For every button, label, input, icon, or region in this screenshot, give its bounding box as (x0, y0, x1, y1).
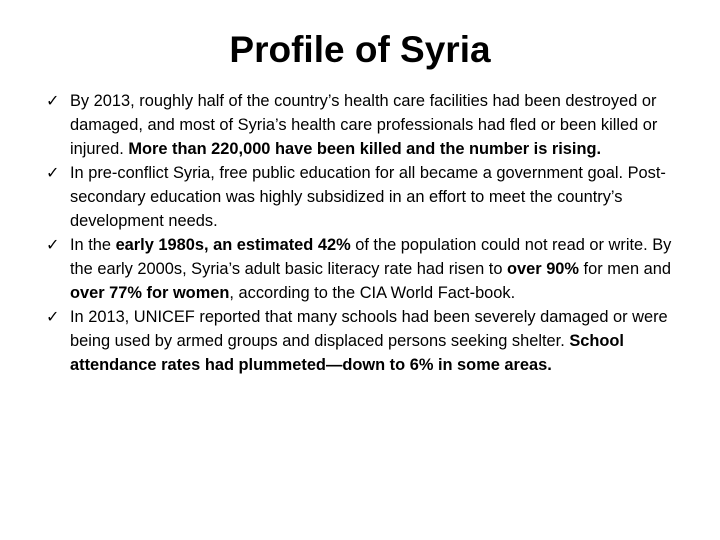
bullet-item (46, 305, 686, 377)
bullet-text-segment: In the (70, 236, 116, 254)
bullet-text-bold: over 90% (507, 260, 579, 278)
bullet-text-bold: early 1980s, an estimated 42% (115, 236, 351, 254)
bullet-item (46, 233, 686, 305)
bullet-text-segment: for men and (579, 260, 672, 278)
bullet-list (46, 89, 686, 377)
checkmark-icon: ✓ (46, 235, 60, 254)
bullet-text (70, 236, 671, 302)
bullet-text-segment: In 2013, UNICEF reported that many schools had been severely damaged or were being used by armed groups and displaced persons seeking shelter. (70, 308, 668, 350)
bullet-text-segment: of the population could not read or write. By the early 2000s, Syria’s adult basic literacy rate had risen to (70, 236, 672, 278)
bullet-item (46, 161, 686, 233)
bullet-text-segment: , according to the CIA World Fact-book. (229, 284, 516, 302)
bullet-text-segment: By 2013, roughly half of the country’s health care facilities had been destroyed or damaged, and most of Syria’s health care professionals had fled or been killed or injured. (70, 92, 658, 158)
checkmark-icon: ✓ (46, 163, 60, 182)
checkmark-icon: ✓ (46, 91, 60, 110)
bullet-text (70, 92, 657, 158)
bullet-text-segment: In pre-conflict Syria, free public education for all became a government goal. Post-secondary education was highly subsidized in an effort to meet the country’s development needs. (70, 164, 666, 230)
checkmark-icon: ✓ (46, 307, 60, 326)
bullet-item (46, 89, 686, 161)
slide-title: Profile of Syria (229, 29, 491, 70)
bullet-text (70, 308, 668, 374)
bullet-text (70, 164, 666, 230)
bullet-text-bold: over 77% for women (70, 284, 230, 302)
bullet-text-bold: More than 220,000 have been killed and the number is rising. (128, 140, 602, 158)
bullet-text-bold: School attendance rates had plummeted—down to 6% in some areas. (70, 332, 624, 374)
